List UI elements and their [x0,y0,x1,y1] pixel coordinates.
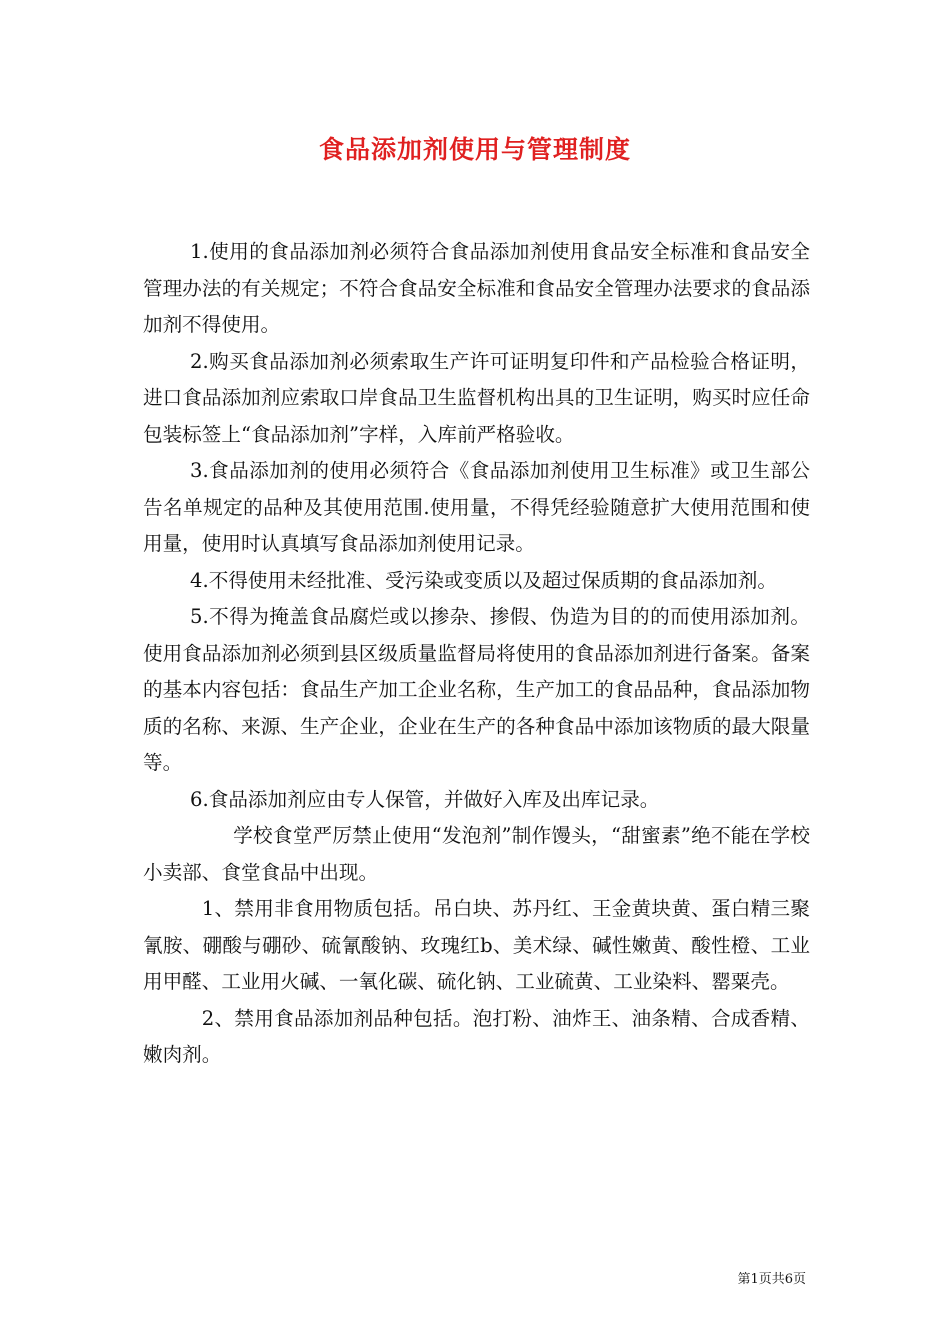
paragraph-school-notice: 学校食堂严厉禁止使用“发泡剂”制作馒头，“甜蜜素”绝不能在学校小卖部、食堂食品中出现。 [143,824,810,884]
page-number: 第1页共6页 [737,1272,806,1287]
paragraph-2: 2.购买食品添加剂必须索取生产许可证明复印件和产品检验合格证明，进口食品添加剂应索取口岸食品卫生监督机构出具的卫生证明，购买时应任命包装标签上“食品添加剂”字样，入库前严格验收。 [143,349,810,446]
document-body [143,234,810,1074]
paragraph-3: 3.食品添加剂的使用必须符合《食品添加剂使用卫生标准》或卫生部公告名单规定的品种及其使用范围.使用量，不得凭经验随意扩大使用范围和使用量，使用时认真填写食品添加剂使用记录。 [143,459,810,555]
paragraph-banned-nonfood: 1、禁用非食用物质包括。吊白块、苏丹红、王金黄块黄、蛋白精三聚氰胺、硼酸与硼砂、硫氰酸钠、玫瑰红b、美术绿、碱性嫩黄、酸性橙、工业用甲醛、工业用火碱、一氧化碳、硫化钠、工业硫黄、工业染料、罂粟壳。 [143,897,810,993]
paragraph-6: 6.食品添加剂应由专人保管，并做好入库及出库记录。 [190,787,660,811]
paragraph-5: 5.不得为掩盖食品腐烂或以掺杂、掺假、伪造为目的的而使用添加剂。使用食品添加剂必须到县区级质量监督局将使用的食品添加剂进行备案。备案的基本内容包括：食品生产加工企业名称，生产加工的食品品种，食品添加物质的名称、来源、生产企业，企业在生产的各种食品中添加该物质的最大限量等。 [143,605,810,774]
paragraph-4: 4.不得使用未经批准、受污染或变质以及超过保质期的食品添加剂。 [190,568,777,592]
page-title: 食品添加剂使用与管理制度 [318,135,631,164]
paragraph-1: 1.使用的食品添加剂必须符合食品添加剂使用食品安全标准和食品安全管理办法的有关规定；不符合食品安全标准和食品安全管理办法要求的食品添加剂不得使用。 [143,240,810,336]
paragraph-banned-additives: 2、禁用食品添加剂品种包括。泡打粉、油炸王、油条精、合成香精、嫩肉剂。 [143,1006,810,1066]
